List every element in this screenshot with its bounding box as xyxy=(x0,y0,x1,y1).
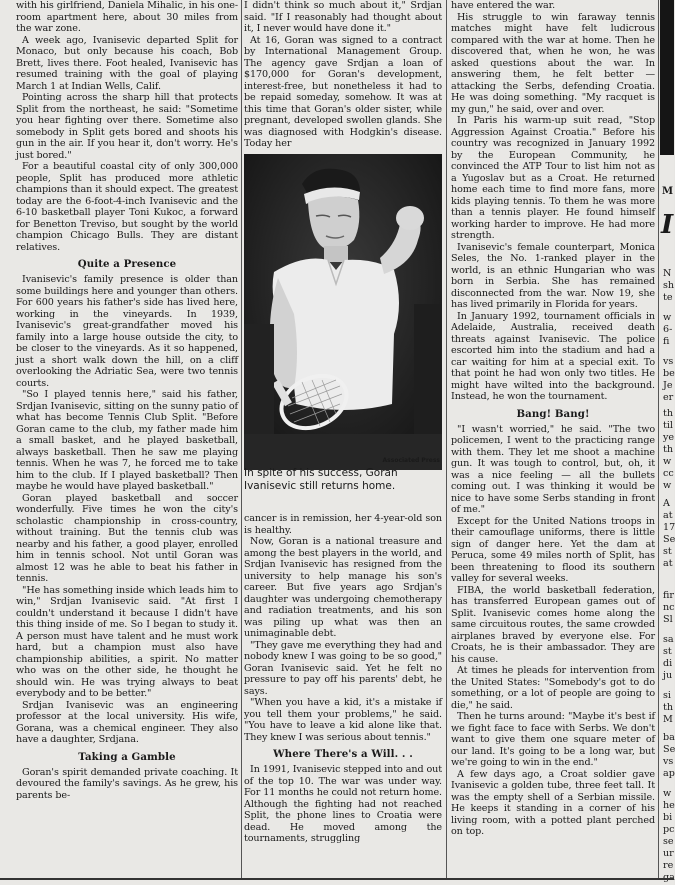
adjacent-text-fragment: te xyxy=(663,292,673,303)
article-paragraph: "I wasn't worried," he said. "The two policemen, I went to the practicing range with them. They let me shoot a machine gun. It was tough to control, but, oh, it was a nice feeling — all the bullets coming out. I was thinking it would be nice to have some Serbs standing in front of me." xyxy=(451,423,655,515)
article-column-3 xyxy=(451,0,655,878)
column-divider xyxy=(658,0,659,878)
adjacent-text-fragment: th xyxy=(663,444,674,455)
adjacent-text-fragment: w xyxy=(663,456,672,467)
article-paragraph: have entered the war. xyxy=(451,0,556,11)
adjacent-text-fragment: si xyxy=(663,690,671,701)
article-paragraph: At 16, Goran was signed to a contract by International Management Group. The agency gave Srdjan a loan of $170,000 for Goran's development, interest-free, but nonetheless it had to be repaid someday, somehow. It was at this time that Goran's older sister, while pregnant, developed swollen glands. She was diagnosed with Hodgkin's disease. Today her xyxy=(244,34,442,149)
article-paragraph: In January 1992, tournament officials in Adelaide, Australia, received death threats against Ivanisevic. The police escorted him into the stadium and had a car waiting for him at a special exit. To that point he had won only two titles. He might have wilted into the background. Instead, he won the tournament. xyxy=(451,310,655,402)
adjacent-text-fragment: at xyxy=(663,558,673,569)
subheading-where-theres-a-will: Where There's a Will. . . xyxy=(273,748,413,760)
adjacent-text-fragment: ur xyxy=(663,848,674,859)
adjacent-text-fragment: Sl xyxy=(663,614,673,625)
article-paragraph: His struggle to win faraway tennis matches might have felt ludicrous compared with the war at home. Then he discovered that, when he won, he was asked questions about the war. In answering them, he felt better — attacking the Serbs, defending Croatia. He was doing something. "My racquet is my gun," he said, over and over. xyxy=(451,11,655,115)
article-paragraph: "They gave me everything they had and nobody knew I was going to be so good," Goran Ivanisevic said. Yet he felt no pressure to pay off his parents' debt, he says. xyxy=(244,639,442,697)
adjacent-text-fragment: ba xyxy=(663,732,675,743)
article-paragraph: In 1991, Ivanisevic stepped into and out of the top 10. The war was under way. For 11 months he could not return home. Although the fighting had not reached Split, the phone lines to Croatia were dead. He moved among the tournaments, struggling xyxy=(244,764,442,844)
adjacent-text-fragment: A xyxy=(663,498,670,509)
column-divider xyxy=(241,0,242,878)
adjacent-text-fragment: 17 xyxy=(663,522,675,533)
article-column-1 xyxy=(16,0,238,878)
adjacent-text-fragment: re xyxy=(663,860,674,871)
adjacent-text-fragment: nc xyxy=(663,602,675,613)
page-bottom-rule xyxy=(0,878,674,880)
article-column-2-top xyxy=(244,0,442,149)
column-divider xyxy=(446,0,447,878)
article-paragraph: A few days ago, a Croat soldier gave Ivanisevic a golden tube, three feet tall. It was the empty shell of a Serbian missile. He keeps it standing in a corner of his living room, with a potted plant perched on top. xyxy=(451,768,655,837)
adjacent-article-fragment xyxy=(660,0,674,878)
article-paragraph: cancer is in remission, her 4-year-old son is healthy. xyxy=(244,513,442,536)
adjacent-text-fragment: sh xyxy=(663,280,675,291)
adjacent-text-fragment: sa xyxy=(663,634,674,645)
article-paragraph: I didn't think so much about it," Srdjan said. "If I reasonably had thought about it, I never would have done it." xyxy=(244,0,442,34)
article-paragraph: Goran played basketball and soccer wonderfully. Five times he won the city's scholastic championship in cross-country, without training. But the tennis club was nearby and his father, a good player, enrolled him in tennis school. Not until Goran was almost 12 was he able to beat his father in tennis. xyxy=(16,492,238,584)
article-paragraph: "When you have a kid, it's a mistake if you tell them your problems," he said. "You have to leave a kid alone like that. They knew I was serious about tennis." xyxy=(244,697,442,743)
adjacent-text-fragment: N xyxy=(663,268,672,279)
adjacent-text-fragment: ju xyxy=(663,670,673,681)
article-paragraph: Then he turns around: "Maybe it's best if we fight face to face with Serbs. We don't want to give them one square meter of our land. It's going to be a long war, but we're going to win in the end." xyxy=(451,711,655,768)
subheading-bang-bang: Bang! Bang! xyxy=(516,407,590,420)
subheading-taking-a-gamble: Taking a Gamble xyxy=(78,750,176,763)
adjacent-text-fragment: Je xyxy=(663,380,673,391)
adjacent-text-fragment: pc xyxy=(663,824,675,835)
article-paragraph: At times he pleads for intervention from the United States: "Somebody's got to do something, or a lot of people are going to die," he said. xyxy=(451,665,655,711)
tennis-player-photo xyxy=(244,154,442,470)
adjacent-text-fragment: w xyxy=(663,788,672,799)
adjacent-text-fragment: se xyxy=(663,836,674,847)
article-paragraph: "He has something inside which leads him to win," Srdjan Ivanisevic said. "At first I couldn't understand it because I didn't have this thing inside of me. So I began to study it. A person must have talent and he must work hard, but a champion must also have championship abilities, a spirit. No matter who was on the other side, he thought he should win. He was trying always to beat everybody and to be better." xyxy=(16,584,238,699)
adjacent-text-fragment: Se xyxy=(663,744,675,755)
adjacent-text-fragment: di xyxy=(663,658,673,669)
article-paragraph: Ivanisevic's female counterpart, Monica Seles, the No. 1-ranked player in the world, is an ethnic Hungarian who was born in Serbia. She has remained disconnected from the war. Now 19, she has lived primarily in Florida for years. xyxy=(451,241,655,310)
adjacent-text-fragment: w xyxy=(663,480,672,491)
adjacent-byline-letter: M xyxy=(662,186,674,197)
adjacent-text-fragment: st xyxy=(663,546,672,557)
adjacent-text-fragment: bi xyxy=(663,812,673,823)
article-paragraph: FIBA, the world basketball federation, has transferred European games out of Split. Ivanisevic comes home along the same circuitous routes, the same crowded airplanes braved by everyone else. For Croats, he is their ambassador. They are his cause. xyxy=(451,584,655,665)
adjacent-text-fragment: at xyxy=(663,510,673,521)
adjacent-text-fragment: w xyxy=(663,312,672,323)
article-paragraph: Goran's spirit demanded private coaching. It devoured the family's savings. As he grew, his parents be- xyxy=(16,766,238,801)
photo-caption: In spite of his success, Goran Ivanisevic still returns home. xyxy=(244,467,398,492)
adjacent-text-fragment: er xyxy=(663,392,674,403)
adjacent-text-fragment: th xyxy=(663,408,674,419)
article-paragraph: Pointing across the sharp hill that protects Split from the northeast, he said: "Sometime you hear fighting over there. Sometime also somebody in Split gets bored and shoots his gun in the air. If you hear it, don't worry. He's just bored." xyxy=(16,92,238,161)
adjacent-text-fragment: th xyxy=(663,702,674,713)
adjacent-text-fragment: Se xyxy=(663,534,675,545)
adjacent-text-fragment: be xyxy=(663,368,675,379)
adjacent-text-fragment: fi xyxy=(663,336,670,347)
article-paragraph: Now, Goran is a national treasure and among the best players in the world, and Srdjan Ivanisevic has resigned from the university to help manage his son's career. But five years ago Srdjan's daughter was undergoing chemotherapy and radiation treatments, and his son was piling up what was then an unimaginable debt. xyxy=(244,536,442,639)
article-paragraph: "So I played tennis here," said his father, Srdjan Ivanisevic, sitting on the sunny patio of what has become Tennis Club Split. "Before Goran came to the club, my father made him a small basket, and he played basketball, always basketball. Then he saw me playing tennis. When he was 7, he forced me to take him to the club. If I played basketball? Then maybe he would have played basketball." xyxy=(16,389,238,492)
adjacent-headline-letter: I xyxy=(661,210,674,240)
adjacent-text-fragment: ye xyxy=(663,432,675,443)
article-paragraph: For a beautiful coastal city of only 300,000 people, Split has produced more athletic champions than it should expect. The greatest today are the 6-foot-4-inch Ivanisevic and the 6-10 basketball player Toni Kukoc, a forward for Benetton Treviso, but sought by the world champion Chicago Bulls. They are distant relatives. xyxy=(16,161,238,253)
article-paragraph: Ivanisevic's family presence is older than some buildings here and younger than others. For 600 years his father's side has lived here, working in the vineyards. In 1939, Ivanisevic's great-grandfather moved his family into a large house outside the city, to be closer to the vineyards. As it so happened, just a short walk down the hill, on a cliff overlooking the Adriatic Sea, were two tennis courts. xyxy=(16,274,238,389)
article-paragraph: A week ago, Ivanisevic departed Split for Monaco, but only because his coach, Bob Brett, lives there. Foot healed, Ivanisevic has resumed training with the goal of playing March 1 at Indian Wells, Calif. xyxy=(16,34,238,92)
article-paragraph: In Paris his warm-up suit read, "Stop Aggression Against Croatia." Before his country was recognized in January 1992 by the European Community, he convinced the ATP Tour to list him not as a Yugoslav but as a Croat. He returned home each time to find more fans, more kids playing tennis. To them he was more than a tennis player. He found himself working harder to improve. He had more strength. xyxy=(451,115,655,241)
adjacent-text-fragment: he xyxy=(663,800,675,811)
adjacent-text-fragment: vs xyxy=(663,756,674,767)
article-column-2-bottom xyxy=(244,513,442,878)
adjacent-text-fragment: 6- xyxy=(663,324,673,335)
article-paragraph: Except for the United Nations troops in their camouflage uniforms, there is little sign of danger here. Yet the dam at Peruca, some 49 miles north of Split, has been threatening to flood its southern valley for several weeks. xyxy=(451,515,655,584)
photo-credit: Associated Press xyxy=(382,457,440,464)
article-paragraph: with his girlfriend, Daniela Mihalic, in his one-room apartment here, about 30 miles from the war zone. xyxy=(16,0,238,34)
subheading-quite-a-presence: Quite a Presence xyxy=(77,258,177,270)
adjacent-text-fragment: til xyxy=(663,420,673,431)
article-paragraph: Srdjan Ivanisevic was an engineering professor at the local university. His wife, Gorana, was a chemical engineer. They also have a daughter, Srdjana. xyxy=(16,699,238,745)
adjacent-text-fragment: st xyxy=(663,646,672,657)
adjacent-text-fragment: vs xyxy=(663,356,674,367)
adjacent-text-fragment: fir xyxy=(663,590,674,601)
adjacent-text-fragment: cc xyxy=(663,468,674,479)
adjacent-text-fragment: ap xyxy=(663,768,675,779)
adjacent-text-fragment: M xyxy=(663,714,673,725)
adjacent-photo-fragment xyxy=(660,0,674,155)
